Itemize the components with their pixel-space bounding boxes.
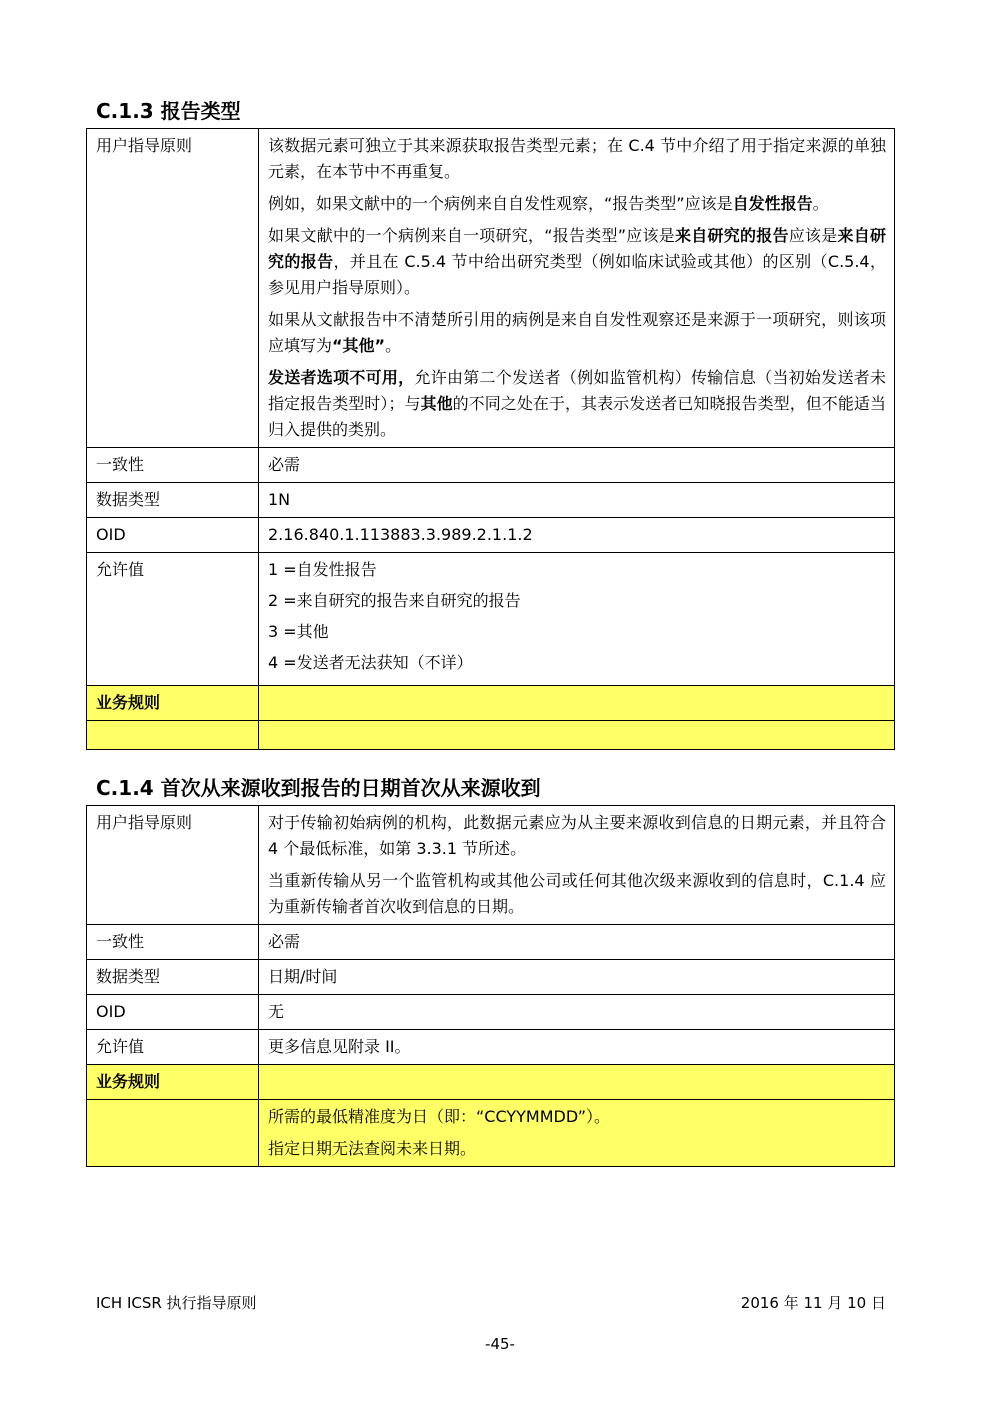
row-label: 允许值	[87, 553, 259, 686]
business-rules-header-row	[87, 686, 895, 721]
row-label: 用户指导原则	[87, 806, 259, 925]
row-label: 一致性	[87, 448, 259, 483]
business-rules-cell	[259, 1100, 895, 1167]
business-rules-empty-cell	[259, 721, 895, 750]
guidance-paragraph: 例如，如果文献中的一个病例来自自发性观察，“报告类型”应该是自发性报告。	[268, 194, 829, 213]
guidance-paragraph: 发送者选项不可用，允许由第二个发送者（例如监管机构）传输信息（当初始发送者未指定报告类型时）；与其他的不同之处在于，其表示发送者已知晓报告类型，但不能适当归入提供的类别。	[268, 368, 886, 439]
business-rules-row	[87, 721, 895, 750]
row-label: OID	[87, 995, 259, 1030]
business-rules-label: 业务规则	[87, 686, 259, 721]
table-row	[87, 960, 895, 995]
allowed-value: 1 =自发性报告	[268, 560, 377, 579]
table-row	[87, 1030, 895, 1065]
row-label: OID	[87, 518, 259, 553]
conformance-value: 必需	[259, 925, 895, 960]
row-label: 数据类型	[87, 483, 259, 518]
guidance-paragraph: 如果文献中的一个病例来自一项研究，“报告类型”应该是来自研究的报告应该是来自研究的报告，并且在 C.5.4 节中给出研究类型（例如临床试验或其他）的区别（C.5.4，参见用户指导原则）。	[268, 226, 886, 297]
business-rule: 指定日期无法查阅未来日期。	[268, 1139, 477, 1158]
table-row	[87, 995, 895, 1030]
business-rules-empty-cell	[87, 1100, 259, 1167]
datatype-value: 日期/时间	[259, 960, 895, 995]
business-rules-row	[87, 1100, 895, 1167]
section-title-c14: C.1.4 首次从来源收到报告的日期首次从来源收到	[96, 776, 541, 800]
business-rules-header-empty	[259, 686, 895, 721]
footer-document-title: ICH ICSR 执行指导原则	[96, 1294, 257, 1312]
spec-table-c14	[86, 805, 895, 1167]
table-row	[87, 553, 895, 686]
oid-value: 无	[259, 995, 895, 1030]
table-row	[87, 483, 895, 518]
allowed-value: 2 =来自研究的报告来自研究的报告	[268, 591, 521, 610]
guidance-paragraph: 当重新传输从另一个监管机构或其他公司或任何其他次级来源收到的信息时，C.1.4 应为重新传输者首次收到信息的日期。	[268, 871, 886, 916]
oid-value: 2.16.840.1.113883.3.989.2.1.1.2	[259, 518, 895, 553]
row-label: 数据类型	[87, 960, 259, 995]
conformance-value: 必需	[259, 448, 895, 483]
business-rules-header-row	[87, 1065, 895, 1100]
business-rules-header-empty	[259, 1065, 895, 1100]
table-row	[87, 448, 895, 483]
spec-table-c13	[86, 128, 895, 750]
guidance-paragraph: 对于传输初始病例的机构，此数据元素应为从主要来源收到信息的日期元素，并且符合 4 个最低标准，如第 3.3.1 节所述。	[268, 813, 886, 858]
guidance-paragraph: 该数据元素可独立于其来源获取报告类型元素；在 C.4 节中介绍了用于指定来源的单独元素，在本节中不再重复。	[268, 136, 886, 181]
footer-date: 2016 年 11 月 10 日	[740, 1294, 886, 1312]
business-rules-empty-cell	[87, 721, 259, 750]
business-rule: 所需的最低精准度为日（即：“CCYYMMDD”）。	[268, 1107, 611, 1126]
business-rules-label: 业务规则	[87, 1065, 259, 1100]
row-label: 一致性	[87, 925, 259, 960]
table-row	[87, 518, 895, 553]
guidance-paragraph: 如果从文献报告中不清楚所引用的病例是来自自发性观察还是来源于一项研究，则该项应填写为“其他”。	[268, 310, 886, 355]
row-label: 用户指导原则	[87, 129, 259, 448]
datatype-value: 1N	[259, 483, 895, 518]
row-label: 允许值	[87, 1030, 259, 1065]
guidance-cell	[259, 129, 895, 448]
allowed-values-cell	[259, 553, 895, 686]
table-row	[87, 806, 895, 925]
guidance-cell	[259, 806, 895, 925]
page-number: -45-	[485, 1335, 515, 1353]
table-row	[87, 925, 895, 960]
table-row	[87, 129, 895, 448]
allowed-value: 3 =其他	[268, 622, 329, 641]
allowed-value: 4 =发送者无法获知（不详）	[268, 653, 473, 672]
section-title-c13: C.1.3 报告类型	[96, 99, 241, 123]
allowed-value: 更多信息见附录 II。	[259, 1030, 895, 1065]
